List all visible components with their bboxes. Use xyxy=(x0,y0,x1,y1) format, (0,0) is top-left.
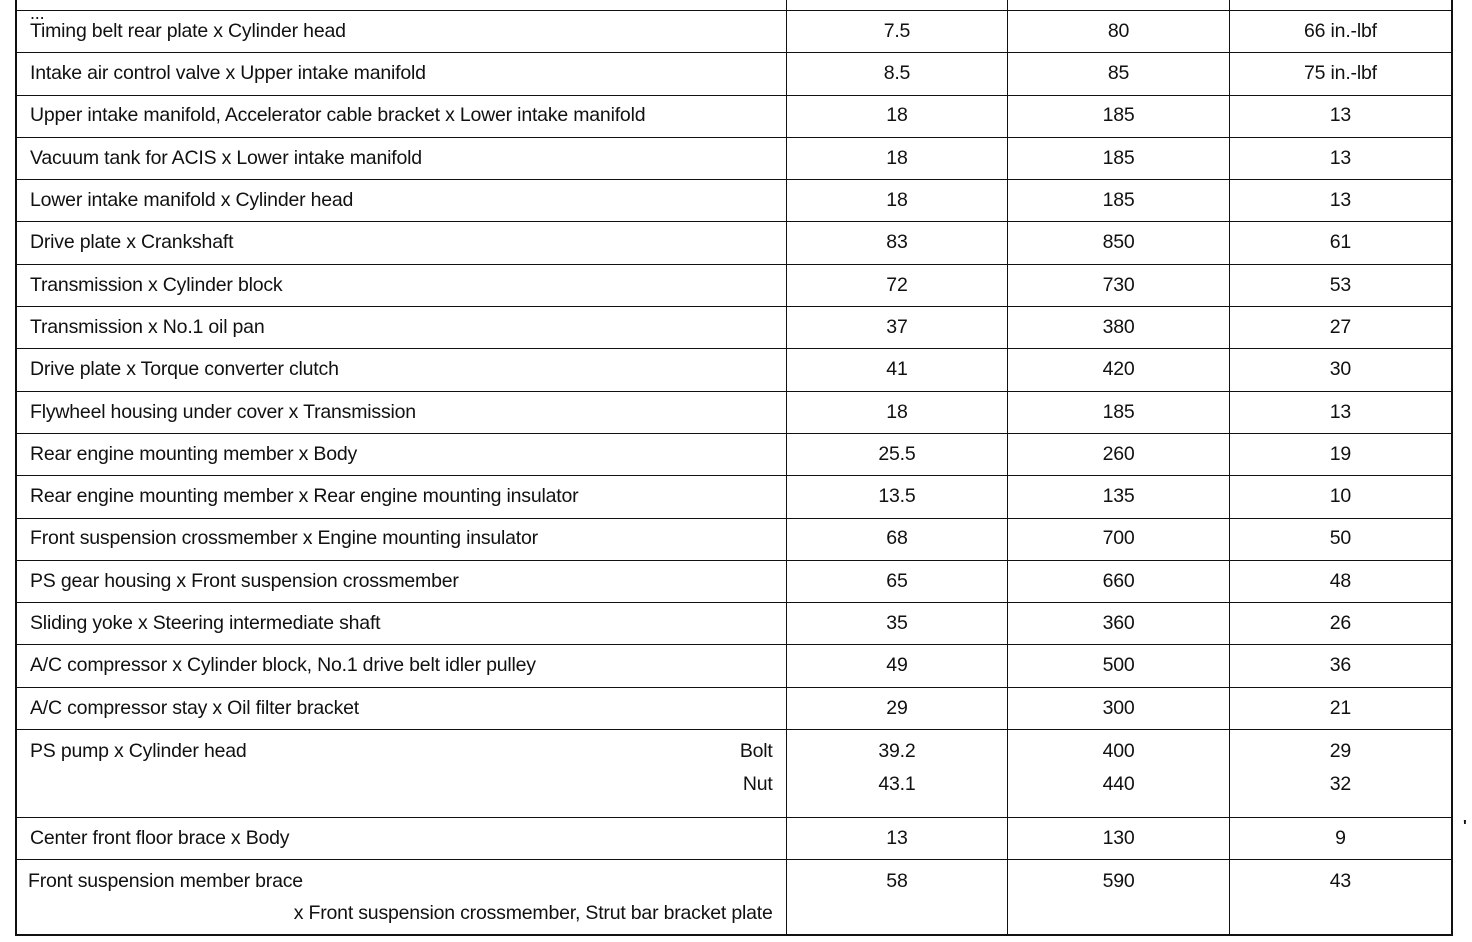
nm-cell: 18 xyxy=(786,95,1008,137)
ft-lbf-cell: 10 xyxy=(1229,476,1451,518)
nm-cell: 68 xyxy=(786,518,1008,560)
part-cell: Upper intake manifold, Accelerator cable bracket x Lower intake manifold xyxy=(17,95,786,137)
table-row xyxy=(17,137,1451,179)
ft-lbf-cell: 9 xyxy=(1229,818,1451,860)
nut-ft-lbf: 32 xyxy=(1329,773,1352,796)
part-cell: Flywheel housing under cover x Transmission xyxy=(17,391,786,433)
nm-cell: 37 xyxy=(786,307,1008,349)
bolt-nm: 39.2 xyxy=(878,740,916,763)
part-cell: Lower intake manifold x Cylinder head xyxy=(17,180,786,222)
nm-cell xyxy=(786,0,1008,11)
table-row xyxy=(17,53,1451,95)
ft-lbf-cell: 13 xyxy=(1229,180,1451,222)
table-row xyxy=(17,391,1451,433)
torque-spec-table-sheet xyxy=(15,0,1453,936)
kgf-cm-cell: 80 xyxy=(1008,11,1230,53)
part-cell: PS gear housing x Front suspension crossmember xyxy=(17,560,786,602)
ft-lbf-cell: 13 xyxy=(1229,391,1451,433)
torque-spec-table xyxy=(17,0,1451,934)
table-row xyxy=(17,11,1451,53)
part-cell: Drive plate x Crankshaft xyxy=(17,222,786,264)
bolt-kgf-cm: 400 xyxy=(1102,740,1135,763)
ft-lbf-cell: 26 xyxy=(1229,603,1451,645)
kgf-cm-cell: 380 xyxy=(1008,307,1230,349)
ft-lbf-cell: 21 xyxy=(1229,687,1451,729)
kgf-cm-cell: 185 xyxy=(1008,137,1230,179)
part-cell: Rear engine mounting member x Rear engine mounting insulator xyxy=(17,476,786,518)
nm-cell: 29 xyxy=(786,687,1008,729)
nm-cell: 18 xyxy=(786,137,1008,179)
ft-lbf-cell: 66 in.-lbf xyxy=(1229,11,1451,53)
nm-cell: 13.5 xyxy=(786,476,1008,518)
front-brace-line1: Front suspension member brace xyxy=(28,870,303,893)
nut-label: Nut xyxy=(742,773,773,796)
part-cell: A/C compressor x Cylinder block, No.1 drive belt idler pulley xyxy=(17,645,786,687)
front-brace-line2: x Front suspension crossmember, Strut bar bracket plate xyxy=(293,902,773,925)
table-row-center-brace xyxy=(17,818,1451,860)
part-cell: A/C compressor stay x Oil filter bracket xyxy=(17,687,786,729)
nm-cell: 25.5 xyxy=(786,433,1008,475)
nm-cell: 35 xyxy=(786,603,1008,645)
nm-cell: 58 xyxy=(786,860,1008,935)
ft-lbf-cell: 43 xyxy=(1229,860,1451,935)
part-cell: Front suspension crossmember x Engine mounting insulator xyxy=(17,518,786,560)
part-cell: Transmission x No.1 oil pan xyxy=(17,307,786,349)
ft-lbf-cell: 61 xyxy=(1229,222,1451,264)
table-row xyxy=(17,222,1451,264)
nm-cell: 41 xyxy=(786,349,1008,391)
kgf-cm-cell xyxy=(1008,0,1230,11)
part-cell: Sliding yoke x Steering intermediate shaft xyxy=(17,603,786,645)
nm-cell: 72 xyxy=(786,264,1008,306)
ft-lbf-cell: 75 in.-lbf xyxy=(1229,53,1451,95)
table-row xyxy=(17,180,1451,222)
ft-lbf-cell: 13 xyxy=(1229,95,1451,137)
kgf-cm-cell: 730 xyxy=(1008,264,1230,306)
kgf-cm-cell: 185 xyxy=(1008,95,1230,137)
nm-cell: 18 xyxy=(786,180,1008,222)
kgf-cm-cell: 130 xyxy=(1008,818,1230,860)
ft-lbf-cell: 30 xyxy=(1229,349,1451,391)
nm-cell: 18 xyxy=(786,391,1008,433)
table-row xyxy=(17,433,1451,475)
kgf-cm-cell: 360 xyxy=(1008,603,1230,645)
part-cell: Rear engine mounting member x Body xyxy=(17,433,786,475)
nm-cell: 83 xyxy=(786,222,1008,264)
nm-cell: 7.5 xyxy=(786,11,1008,53)
ft-lbf-cell: 53 xyxy=(1229,264,1451,306)
ft-lbf-cell: 27 xyxy=(1229,307,1451,349)
table-row xyxy=(17,518,1451,560)
ft-lbf-cell: 19 xyxy=(1229,433,1451,475)
kgf-cm-cell: 500 xyxy=(1008,645,1230,687)
kgf-cm-cell: 660 xyxy=(1008,560,1230,602)
table-row-ps-pump xyxy=(17,730,1451,818)
margin-mark: ' xyxy=(1463,818,1467,835)
table-row xyxy=(17,645,1451,687)
ft-lbf-cell: 50 xyxy=(1229,518,1451,560)
kgf-cm-cell: 260 xyxy=(1008,433,1230,475)
nm-cell: 49 xyxy=(786,645,1008,687)
nm-cell: 8.5 xyxy=(786,53,1008,95)
part-cell: Transmission x Cylinder block xyxy=(17,264,786,306)
part-cell: Center front floor brace x Body xyxy=(17,818,786,860)
table-row xyxy=(17,603,1451,645)
ft-lbf-cell xyxy=(1229,730,1451,818)
bolt-label: Bolt xyxy=(739,740,773,763)
kgf-cm-cell: 300 xyxy=(1008,687,1230,729)
part-cell xyxy=(17,730,786,818)
ft-lbf-cell: 48 xyxy=(1229,560,1451,602)
table-row-cut-off xyxy=(17,0,1451,11)
ft-lbf-cell xyxy=(1229,0,1451,11)
bolt-ft-lbf: 29 xyxy=(1329,740,1352,763)
kgf-cm-cell: 185 xyxy=(1008,391,1230,433)
kgf-cm-cell: 185 xyxy=(1008,180,1230,222)
nut-kgf-cm: 440 xyxy=(1102,773,1135,796)
kgf-cm-cell: 85 xyxy=(1008,53,1230,95)
part-cell xyxy=(17,860,786,935)
table-row xyxy=(17,560,1451,602)
kgf-cm-cell: 135 xyxy=(1008,476,1230,518)
kgf-cm-cell xyxy=(1008,730,1230,818)
nm-cell xyxy=(786,730,1008,818)
table-row xyxy=(17,264,1451,306)
table-row xyxy=(17,349,1451,391)
nm-cell: 65 xyxy=(786,560,1008,602)
kgf-cm-cell: 700 xyxy=(1008,518,1230,560)
table-row xyxy=(17,307,1451,349)
part-cell: Drive plate x Torque converter clutch xyxy=(17,349,786,391)
kgf-cm-cell: 590 xyxy=(1008,860,1230,935)
ft-lbf-cell: 36 xyxy=(1229,645,1451,687)
ft-lbf-cell: 13 xyxy=(1229,137,1451,179)
part-cell: Vacuum tank for ACIS x Lower intake manifold xyxy=(17,137,786,179)
part-cell: ... xyxy=(17,0,786,11)
table-row xyxy=(17,95,1451,137)
table-row xyxy=(17,687,1451,729)
kgf-cm-cell: 850 xyxy=(1008,222,1230,264)
nut-nm: 43.1 xyxy=(878,773,916,796)
table-row-front-brace xyxy=(17,860,1451,935)
part-cell: Timing belt rear plate x Cylinder head xyxy=(17,11,786,53)
nm-cell: 13 xyxy=(786,818,1008,860)
ps-pump-label: PS pump x Cylinder head xyxy=(30,740,247,763)
part-cell: Intake air control valve x Upper intake manifold xyxy=(17,53,786,95)
table-row xyxy=(17,476,1451,518)
kgf-cm-cell: 420 xyxy=(1008,349,1230,391)
